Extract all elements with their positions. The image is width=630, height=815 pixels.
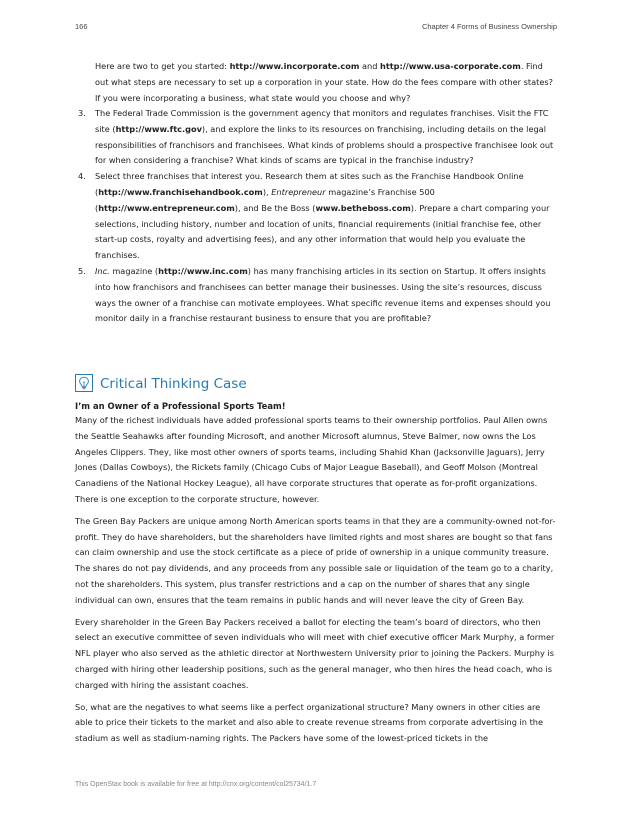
section-title: Critical Thinking Case (100, 376, 247, 392)
link-entrepreneur[interactable]: http://www.entrepreneur.com (98, 202, 235, 213)
list-item (78, 264, 557, 327)
text-run: Here are two to get you started: (95, 61, 230, 71)
text-run: ), and explore the links to its resources on franchising, including details on the legal responsibilities of franchisors and franchisees. What kinds of problems should a prospective franchisee look out for when considering a franchise? What kinds of scams are typical in the franchise industry? (95, 123, 554, 166)
question-list (78, 106, 557, 327)
magazine-name: Entrepreneur (271, 186, 326, 197)
link-franchisehandbook[interactable]: http://www.franchisehandbook.com (98, 186, 263, 197)
case-paragraph: Every shareholder in the Green Bay Packers received a ballot for electing the team’s board of directors, who then select an executive committee of seven individuals who will meet with chief executive officer Mark Murphy, a former NFL player who also served as the athletic director at Northwestern University prior to joining the Packers. Murphy is charged with hiring other leadership positions, such as the general manager, who then hires the head coach, who is charged with hiring the assistant coaches. (75, 616, 555, 690)
case-paragraph: So, what are the negatives to what seems like a perfect organizational structure? Many owners in other cities are able to price their tickets to the market and also able to create revenue streams from corporate advertising in the stadium as well as stadium-naming rights. The Packers have some of the lowest-priced tickets in the (75, 701, 544, 744)
text-run: magazine ( (109, 265, 159, 276)
text-run: ) has many franchising articles in its section on Startup. It offers insights into how franchisors and franchisees can better manage their businesses. Using the site’s resources, discuss ways the owner of a franchise can motivate employees. What specific revenue items and expenses should you monitor daily in a franchise restaurant business to ensure that you are profitable? (95, 265, 551, 324)
list-item (78, 169, 557, 264)
text-run: and (359, 61, 381, 71)
item-number: 3. (78, 108, 86, 118)
text-run: Select three franchises that interest you. Research them at sites such as the Franchise Handbook Online ( (95, 171, 524, 197)
lightbulb-icon (75, 374, 93, 392)
page-number: 166 (75, 22, 88, 31)
chapter-title: Chapter 4 Forms of Business Ownership (421, 22, 557, 31)
text-run: ), (262, 186, 272, 197)
item-number: 4. (78, 171, 86, 182)
text-run: The Federal Trade Commission is the government agency that monitors and regulates franchises. Visit the FTC site ( (95, 108, 549, 134)
text-run: . Find out what steps are necessary to set up a corporation in your state. How do the fees compare with other states? If you were incorporating a business, what state would you choose and why? (95, 61, 554, 103)
case-body (75, 413, 557, 753)
text-run: ), and Be the Boss ( (234, 202, 316, 213)
case-paragraph: Many of the richest individuals have added professional sports teams to their ownership portfolios. Paul Allen owns the Seattle Seahawks after founding Microsoft, and another Microsoft alumnus, Steve Balmer, now owns the Los Angeles Clippers. They, like most other owners of sports teams, including Shahid Khan (Jacksonville Jaguars), Jerry Jones (Dallas Cowboys), the Rickets family (Chicago Cubs of Major League Baseball), and Geoff Molson (Montreal Canadiens of the National Hockey League), all have corporate structures that operate as for-profit organizations. There is one exception to the corporate structure, however. (75, 415, 548, 504)
link-inc[interactable]: http://www.inc.com (158, 265, 248, 276)
list-item (78, 106, 557, 169)
case-title: I’m an Owner of a Professional Sports Team! (75, 401, 286, 411)
link-betheboss[interactable]: www.betheboss.com (315, 202, 411, 213)
link-ftc[interactable]: http://www.ftc.gov (115, 123, 202, 134)
text-run: magazine’s Franchise 500 ( (95, 186, 435, 213)
magazine-name: Inc. (95, 265, 110, 276)
link-usa-corporate[interactable]: http://www.usa-corporate.com (380, 61, 521, 71)
item-number: 5. (78, 265, 86, 276)
intro-paragraph (95, 59, 557, 106)
page-footer: This OpenStax book is available for free at http://cnx.org/content/col25734/1.7 (75, 781, 317, 788)
text-run: ). Prepare a chart comparing your selections, including history, number and location of units, financial requirements (initial franchise fee, other start-up costs, royalty and advertising fees), and any other information that would help you evaluate the franchises. (95, 202, 550, 261)
case-paragraph: The Green Bay Packers are unique among North American sports teams in that they are a community-owned not-for-profit. They do have shareholders, but the shareholders have limited rights and most shares are bought so that fans can claim ownership and use the stock certificate as a piece of pride of ownership in a unique community treasure. The shares do not pay dividends, and any proceeds from any possible sale or liquidation of the team go to a charity, not the shareholders. This system, plus transfer restrictions and a cap on the number of shares that any single individual can own, ensures that the team remains in public hands and will never leave the city of Green Bay. (75, 515, 556, 605)
link-incorporate[interactable]: http://www.incorporate.com (229, 61, 360, 71)
